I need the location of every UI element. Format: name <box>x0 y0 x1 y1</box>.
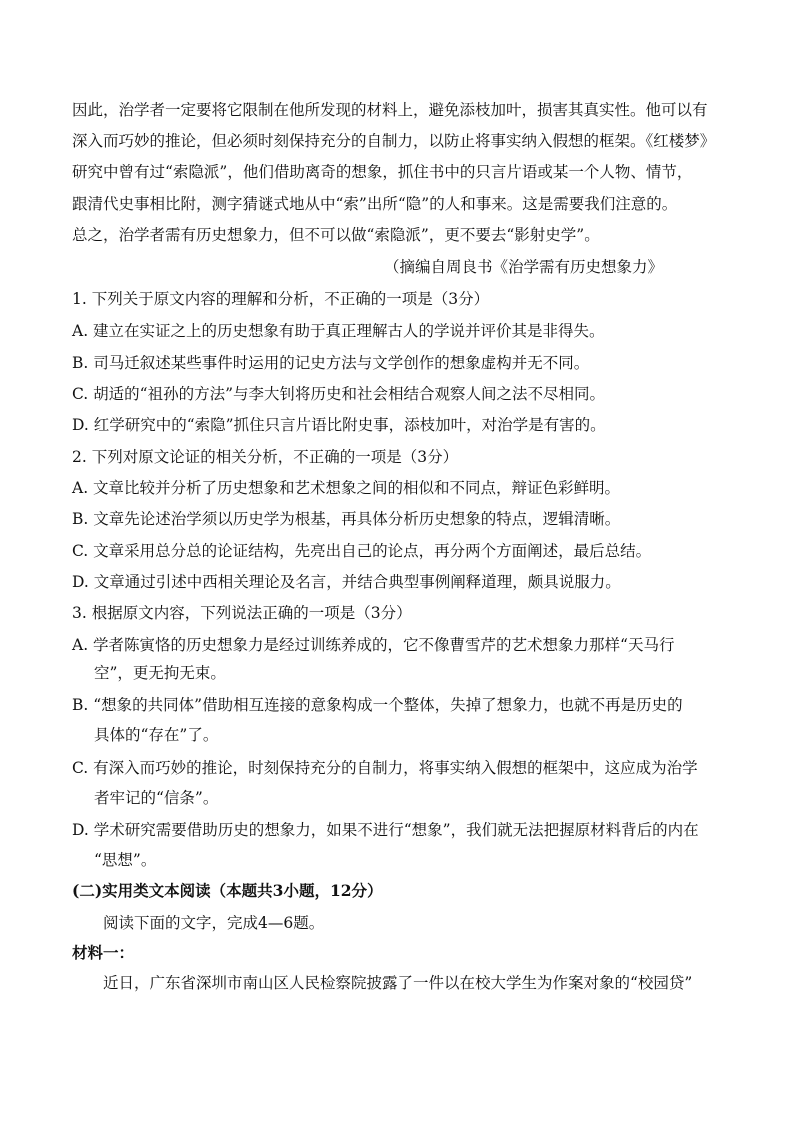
passage-line: 研究中曾有过“索隐派”，他们借助离奇的想象，抓住书中的只言片语或某一个人物、情节， <box>72 163 693 181</box>
option-line: D. 红学研究中的“索隐”抓住只言片语比附史事，添枝加叶，对治学是有害的。 <box>72 416 606 434</box>
option-line: A. 学者陈寅恪的历史想象力是经过训练养成的，它不像曹雪芹的艺术想象力那样“天马行 <box>72 636 675 654</box>
option-line: A. 文章比较并分析了历史想象和艺术想象之间的相似和不同点，辩证色彩鲜明。 <box>72 479 621 497</box>
option-line: B. 司马迁叙述某些事件时运用的记史方法与文学创作的想象虚构并无不同。 <box>72 354 590 372</box>
source-citation: （摘编自周良书《治学需有历史想象力》 <box>384 258 664 276</box>
question-stem: 1. 下列关于原文内容的理解和分析，不正确的一项是（3分） <box>72 290 490 308</box>
passage-line: 跟清代史事相比附，测字猜谜式地从中“索”出所“隐”的人和事来。这是需要我们注意的。 <box>72 195 678 213</box>
material-text-line: 近日，广东省深圳市南山区人民检察院披露了一件以在校大学生为作案对象的“校园贷” <box>103 974 693 992</box>
option-line: D. 文章通过引述中西相关理论及名言，并结合典型事例阐释道理，颇具说服力。 <box>72 573 621 591</box>
option-line: C. 有深入而巧妙的推论，时刻保持充分的自制力，将事实纳入假想的框架中，这应成为治学 <box>72 759 698 777</box>
option-line: D. 学术研究需要借助历史的想象力，如果不进行“想象”，我们就无法把握原材料背后的内在 <box>72 821 699 839</box>
option-line: C. 胡适的“祖孙的方法”与李大钊将历史和社会相结合观察人间之法不尽相同。 <box>72 385 606 403</box>
passage-line: 因此，治学者一定要将它限制在他所发现的材料上，避免添枝加叶，损害其真实性。他可以有 <box>72 101 708 119</box>
instruction: 阅读下面的文字，完成4—6题。 <box>103 914 325 932</box>
option-line: C. 文章采用总分总的论证结构，先亮出自己的论点，再分两个方面阐述，最后总结。 <box>72 542 652 560</box>
option-continuation: “思想”。 <box>94 851 157 869</box>
option-line: B. 文章先论述治学须以历史学为根基，再具体分析历史想象的特点，逻辑清晰。 <box>72 510 621 528</box>
option-line: B. “想象的共同体”借助相互连接的意象构成一个整体，失掉了想象力，也就不再是历史的 <box>72 696 683 714</box>
passage-line: 深入而巧妙的推论，但必须时刻保持充分的自制力，以防止将事实纳入假想的框架。《红楼梦》 <box>72 132 716 150</box>
question-stem: 2. 下列对原文论证的相关分析，不正确的一项是（3分） <box>72 448 459 466</box>
question-stem: 3. 根据原文内容，下列说法正确的一项是（3分） <box>72 604 412 622</box>
option-continuation: 空”，更无拘无束。 <box>94 664 226 682</box>
option-continuation: 具体的“存在”了。 <box>94 726 219 744</box>
option-continuation: 者牢记的“信条”。 <box>94 789 219 807</box>
passage-line: 总之，治学者需有历史想象力，但不可以做“索隐派”，更不要去“影射史学”。 <box>72 226 600 244</box>
section-title: (二)实用类文本阅读（本题共3小题，12分） <box>72 881 383 900</box>
material-label: 材料一： <box>72 943 135 962</box>
option-line: A. 建立在实证之上的历史想象有助于真正理解古人的学说并评价其是非得失。 <box>72 322 605 340</box>
